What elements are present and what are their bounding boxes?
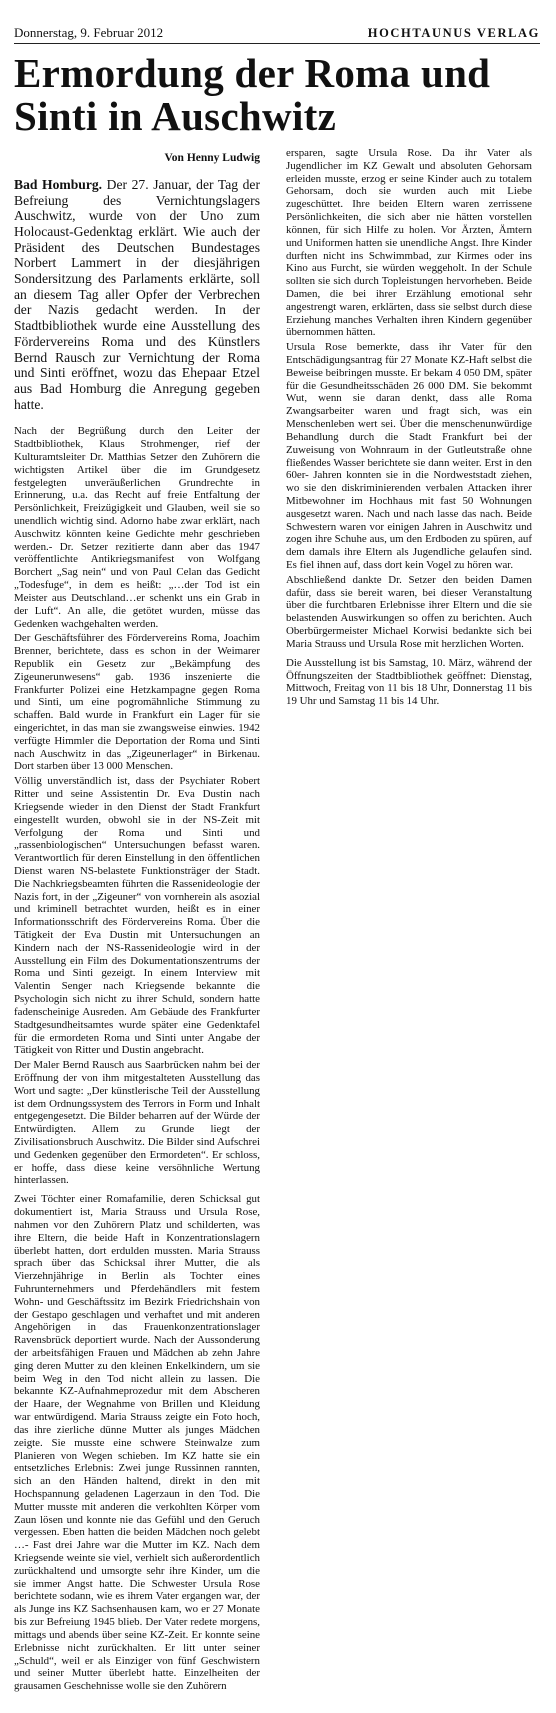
article-paragraph-continuation: ersparen, sagte Ursula Rose. Da ihr Vater als Jugendlicher im KZ Gewalt und absoluten Gehorsam erleiden musste, erzog er seine Kinder auch zu totalem Gehorsam, doch sie wurden auch mit Liebe zugeschüttet. Ihre beiden Eltern waren zerrissene Persönlichkeiten, die sich aber nie hätten vorstellen können, für sich Hilfe zu holen. Vor Ärzten, Ämtern und Uniformen hatten sie unendliche Angst. Ihre Kinder durften nicht ins Schwimmbad, zur Kirmes oder ins Kino aus Furcht, sie würden weggeholt. In der Schule sollten sie sich durch Topleistungen hervorheben. Beide Damen, die bei ihrer Erzählung emotional sehr angestrengt waren, erklärten, dass sie selbst durch diese Erziehung manches Verhalten ihren Kindern gegenüber übernommen hätten.: [286, 147, 532, 339]
article-paragraph: Abschließend dankte Dr. Setzer den beiden Damen dafür, dass sie bereit waren, bei dieser Veranstaltung über die furchtbaren Erlebnisse ihrer Eltern und die sie belastenden Auswirkungen so offen zu berichten. Auch Oberbürgermeister Michael Korwisi bedankte sich bei Maria Strauss und Ursula Rose mit herzlichen Worten.: [286, 573, 532, 650]
masthead: [14, 25, 540, 44]
issue-date: Donnerstag, 9. Februar 2012: [14, 25, 164, 40]
article-headline: Ermordung der Roma und Sinti in Auschwitz: [14, 50, 491, 139]
article-paragraph-continued: Zwei Töchter einer Romafamilie, deren Schicksal gut dokumentiert ist, Maria Strauss und Ursula Rose, nahmen vor den Zuhörern Platz und schilderten, was ihre Eltern, die beide Haft in Konzentrationslagern überlebt hatten, dort erdulden mussten. Maria Strauss sprach über das Schicksal ihrer Mutter, die als Vierzehnjährige in Berlin als Tochter eines Fuhrunternehmers und Pferdehändlers mit festem Wohn- und Geschäftssitz im Bezirk Friedrichshain von der Gestapo geschlagen und verhaftet und mit anderen Angehörigen in das Frauenkonzentrationslager Ravensbrück deportiert wurde. Nach der Aussonderung der arbeitsfähigen Frauen und Mädchen ab zehn Jahre ging deren Mutter zu den kleinen Enkelkindern, um sie beim Weg in den Tod nicht allein zu lassen. Die bekannte KZ-Aufnahmeprozedur mit dem Abscheren der Haare, der Wegnahme von Brillen und Kleidung war entwürdigend. Maria Strauss zeigte ein Foto hoch, das ihre zierliche dünne Mutter als junges Mädchen zeigte. Sie musste eine schwere Steinwalze zum Planieren von Wegen schieben. Im KZ hatte sie ein entsetzliches Erlebnis: Zwei junge Russinnen rannten, sich an den Händen haltend, direkt in den mit Hochspannung geladenen Lagerzaun in den Tod. Die Mutter musste mit anderen die verkohlten Körper vom Zaun lösen und konnte nie das Gefühl und den Geruch vergessen. Eben hatten die beiden Mädchen noch gelebt …- Fast drei Jahre war die Mutter im KZ. Nach dem Kriegsende weinte sie viel, verhielt sich außerordentlich zurückhaltend und umsorgte sehr ihre Kinder, um die sie immer Angst hatte. Die Schwester Ursula Rose berichtete sodann, wie es ihrem Vater ergangen war, der als Junge ins KZ Sachsenhausen kam, wo er 27 Monate bis zur Befreiung 1945 blieb. Der Vater redete morgens, mittags und abends über seine KZ-Zeit. Er konnte seine Erlebnisse nicht zurückhalten. Er litt unter seiner „Schuld“, weil er als Einziger von fünf Geschwistern und seiner Mutter überlebt hatte. Einzelheiten der grausamen Geschehnisse wolle sie den Zuhörern: [14, 1193, 260, 1693]
article-column-left: [14, 147, 260, 1701]
publisher-name: HOCHTAUNUS VERLAG: [367, 26, 540, 40]
article-paragraph: Völlig unverständlich ist, dass der Psychiater Robert Ritter und seine Assistentin Dr. Eva Dustin nach Kriegsende wieder in den Dienst der Stadt Frankfurt eingestellt wurden, obwohl sie in der NS-Zeit mit Verfolgung der Roma und Sinti und „rassenbiologischen“ Untersuchungen befasst waren. Verantwortlich für deren Einstellung in den öffentlichen Dienst waren NS-belastete Funktionsträger der Stadt. Die Nachkriegsbeamten führten die Rassenideologie der Nazis fort, in der „Zigeuner“ von vornherein als asozial und kriminell betrachtet wurden, heißt es in einer Informationsschrift des Fördervereins Roma. Über die Tätigkeit der Eva Dustin mit Untersuchungen an Kindern nach der NS-Rassenideologie wird in der Ausstellung ein Film des Dokumentationszentrums der Roma und Sinti gezeigt. In einem Interview mit Valentin Senger nach Kriegsende bekannte die Psychologin sich nicht zu ihrer Schuld, sondern hatte fadenscheinige Ausreden. Am Gebäude des Frankfurter Stadtgesundheitsamtes wurde später eine Gedenktafel für die ermordeten Roma und Sinti unter Angabe der Tätigkeit von Ritter und Dustin angebracht.: [14, 775, 260, 1057]
article-paragraph: Der Geschäftsführer des Fördervereins Roma, Joachim Brenner, berichtete, dass es schon in der Weimarer Republik ein Gesetz zur „Bekämpfung des Zigeunerunwesens“ gab. 1936 inszenierte die Frankfurter Polizei eine Hetzkampagne gegen Roma und Sinti, um eine pogromähnliche Stimmung zu schaffen. Bald wurde in Frankfurt ein Lager für sie eingerichtet, in das man sie zwangsweise einwies. 1942 verfügte Himmler die Deportation der Roma und Sinti nach Auschwitz in das „Zigeunerlager“ in Birkenau. Dort starben über 13 000 Menschen.: [14, 632, 260, 773]
article-lead: [14, 177, 260, 413]
article-paragraph: Ursula Rose bemerkte, dass ihr Vater für den Entschädigungsantrag für 27 Monate KZ-Haft selbst die Beweise beibringen musste. Er bekam 4 050 DM, später für die Gesundheitsschäden 26 000 DM. Sie bekommt Wut, wenn sie daran denkt, dass alle Roma Zwangsarbeiter waren und fragt sich, was ein Menschenleben wert sei. Über die menschenunwürdige Behandlung durch die Stadt Frankfurt bei der Zuweisung von Wohnraum in der Gutleutstraße ohne fließendes Wasser berichtete sie dann weiter. Erst in den 60er- Jahren konnten sie in die Nordweststadt ziehen, wo sie den diskriminierenden verbalen Attacken ihrer Mitbewohner im Hochhaus mit fast 50 Wohnungen ausgesetzt waren. Nach und nach lasse das nach. Beide Schwestern waren vor einigen Jahren in Auschwitz und zogen ihre Schuhe aus, um den Erdboden zu spüren, auf dem damals ihre Eltern als Jugendliche gelaufen sind. Es fiel ihnen auf, dass dort kein Vogel zu hören war.: [286, 341, 532, 571]
article-paragraph: Die Ausstellung ist bis Samstag, 10. März, während der Öffnungszeiten der Stadtbibliothek geöffnet: Dienstag, Mittwoch, Freitag von 11 bis 18 Uhr, Donnerstag 11 bis 19 Uhr und Samstag 11 bis 14 Uhr.: [286, 656, 532, 708]
article-paragraph: Nach der Begrüßung durch den Leiter der Stadtbibliothek, Klaus Strohmenger, rief der Kulturamtsleiter Dr. Matthias Setzer den Zuhörern die wichtigsten Artikel über die im Grundgesetz festgelegten unveräußerlichen Grundrechte in Erinnerung, u.a. das Recht auf freie Entfaltung der Persönlichkeit, Freizügigkeit und Glauben, weil sie so unendlich wichtig sind. Adorno habe zwar erklärt, nach Auschwitz könnten keine Gedichte mehr geschrieben werden.- Dr. Setzer rezitierte dann aber das 1947 veröffentlichte Antikriegsmanifest von Wolfgang Borchert „Sag nein“ und von Paul Celan das Gedicht „Todesfuge“, in dem es heißt: „…der Tod ist ein Meister aus Deutschland…er schenkt uns ein Grab in der Luft“. An alle, die getötet wurden, müsse das Gedenken wachgehalten werden.: [14, 425, 260, 630]
article-column-right: [286, 147, 532, 1701]
article-paragraph: Der Maler Bernd Rausch aus Saarbrücken nahm bei der Eröffnung der von ihm mitgestalteten Ausstellung das Wort und sagte: „Der künstlerische Teil der Ausstellung ist dem Ordnungssystem des Terrors in Form und Inhalt entgegengesetzt. Die Bilder beharren auf der Würde der Entwürdigten. Allem zu Grunde liegt der Zivilisationsbruch Auschwitz. Die Bilder sind Aufschrei und Gedenken gegenüber den Ermordeten“. Er schloss, er hoffe, dass diese keine versöhnliche Wertung hinterlassen.: [14, 1059, 260, 1187]
article-byline: Von Henny Ludwig: [164, 152, 260, 164]
dateline-place: Bad Homburg.: [14, 176, 103, 192]
lead-text: Der 27. Januar, der Tag der Befreiung des Vernichtungslagers Auschwitz, wurde von der Uno zum Holocaust-Gedenktag erklärt. Wie auch der Präsident des Deutschen Bundestages Norbert Lammert in der diesjährigen Sondersitzung des Parlaments erklärte, soll an diesem Tag aller Opfer der Verbrechen der Nazis gedacht werden. In der Stadtbibliothek wurde eine Ausstellung des Fördervereins Roma und des Künstlers Bernd Rausch zur Vernichtung der Roma und Sinti eröffnet, wozu das Ehepaar Etzel aus Bad Homburg die Anregung gegeben hatte.: [14, 176, 260, 412]
